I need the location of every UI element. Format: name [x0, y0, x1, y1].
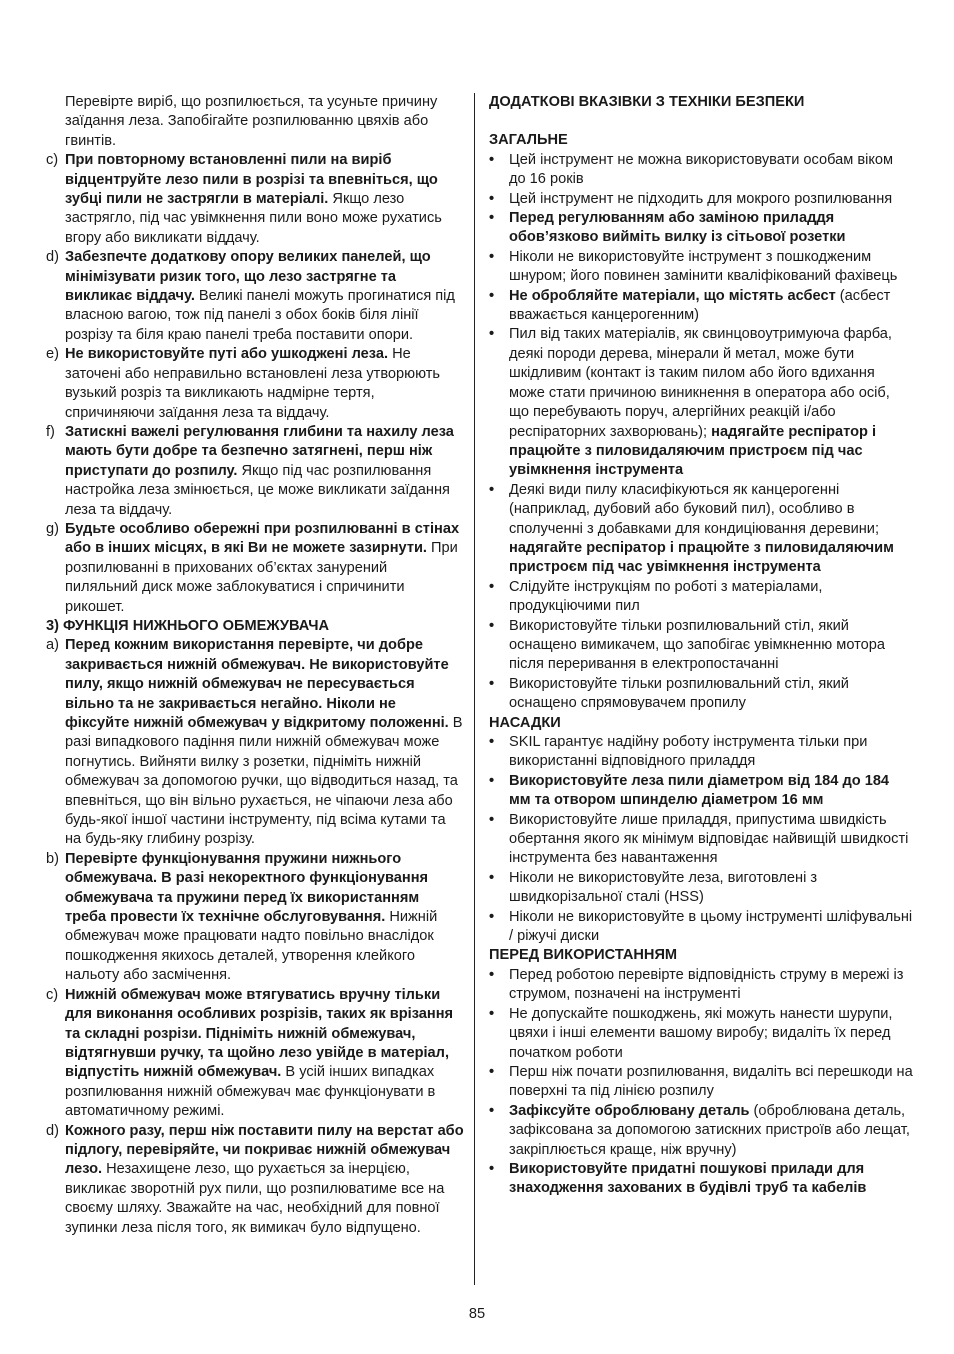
list-item: [46, 423, 464, 520]
item-body-text: Незахищене лезо, що рухається за інерцією, викликає зворотній рух пили, що розпилюватиме все на своєму шляху. Зважайте на час, необхідний для повної зупинки леза після того, як вимикач було відпущено.: [65, 1161, 445, 1236]
list-item: [46, 1122, 464, 1238]
left-column: [46, 93, 464, 1238]
item-marker: f): [46, 423, 55, 440]
page-number: 85: [468, 1306, 486, 1322]
item-body-text: Якщо лезо застрягло, під час увімкнення пили воно може рухатись вгору або викликати віддачу.: [65, 191, 442, 246]
bullet-item: [489, 209, 913, 248]
item-marker: d): [46, 1122, 59, 1139]
bullet-item: [489, 908, 913, 947]
general-list: [489, 151, 913, 714]
bullet-icon: •: [489, 675, 495, 692]
bullet-icon: •: [489, 908, 495, 925]
lower-guard-list: [46, 636, 464, 1238]
intro-paragraph: Перевірте виріб, що розпилюється, та усуньте причину заїдання леза. Запобігайте розпилюванню цвяхів або гвинтів.: [65, 94, 438, 149]
item-bold-text: Кожного разу, перш ніж поставити пилу на верстат або підлогу, перевіряйте, чи покриває нижній обмежувач лезо.: [65, 1122, 464, 1178]
bullet-body-text: Цей інструмент не можна використовувати особам віком до 16 років: [509, 151, 894, 188]
bullet-text: [509, 578, 913, 617]
bullet-icon: •: [489, 1102, 495, 1119]
bullet-text: [509, 287, 913, 326]
bullet-text: [509, 209, 913, 248]
item-marker: c): [46, 152, 59, 169]
item-bold-text: Нижній обмежувач може втягуватись вручну тільки для виконання особливих розрізів, таких як врізання та складні розрізи. Підніміть нижній обмежувач, відтягнувши ручку, та щойно лезо увійде в матеріал, відпустіть нижній обмежувач.: [65, 986, 454, 1081]
item-marker: d): [46, 249, 59, 266]
bullet-icon: •: [489, 248, 495, 265]
bullet-text: [509, 1102, 913, 1160]
bullet-text: [509, 772, 913, 811]
item-text: [65, 151, 464, 248]
bullet-text: [509, 325, 913, 480]
item-marker: c): [46, 986, 59, 1003]
item-marker: e): [46, 346, 59, 363]
bullet-text: [509, 908, 913, 947]
bullet-icon: •: [489, 326, 495, 343]
item-marker: g): [46, 520, 59, 537]
bullet-icon: •: [489, 151, 495, 168]
bullet-icon: •: [489, 966, 495, 983]
item-body-text: Якщо під час розпилювання настройка леза змінюється, це може викликати заїдання леза та віддачу.: [65, 462, 450, 518]
item-text: [65, 636, 464, 849]
bullet-item: [489, 481, 913, 578]
bullet-icon: •: [489, 1160, 495, 1177]
column-divider: [474, 93, 475, 1285]
item-bold-text: При повторному встановленні пили на виріб відцентруйте лезо пили в розрізі та впевніться, що зубці пили не застрягли в матеріалі.: [65, 152, 438, 208]
bullet-icon: •: [489, 617, 495, 634]
list-item: [46, 345, 464, 423]
bullet-item: [489, 190, 913, 209]
item-body-text: Великі панелі можуть прогинатися під власною вагою, тож під панелі з обох боків біля лінії розрізу та біля краю панелі треба поставити опори.: [65, 288, 455, 343]
item-bold-text: Не використовуйте путі або ушкоджені леза.: [65, 346, 389, 363]
bullet-icon: •: [489, 1063, 495, 1080]
bullet-bold-text: Не обробляйте матеріали, що містять асбест: [509, 287, 836, 304]
bullet-body-text: Перед роботою перевірте відповідність струму в мережі із струмом, позначені на інструменті: [509, 966, 904, 1003]
bullet-item: [489, 1063, 913, 1102]
list-item: [46, 248, 464, 345]
spacer: [489, 112, 913, 131]
bullet-body-text: Не допускайте пошкоджень, які можуть нанести шурупи, цвяхи і інші елементи вашому виробу; видаліть їх перед початком роботи: [509, 1005, 893, 1061]
bullet-body-text: Використовуйте тільки розпилювальний стіл, який оснащено вимикачем, що запобігає увімкненню мотора після переривання в електропостачанні: [509, 617, 885, 673]
bullet-item: [489, 966, 913, 1005]
bullet-item: [489, 1160, 913, 1199]
section-heading-lower-guard: 3) ФУНКЦІЯ НИЖНЬОГО ОБМЕЖУВАЧА: [46, 617, 330, 634]
bullet-icon: •: [489, 772, 495, 789]
bullet-item: [489, 617, 913, 675]
item-bold-text: Затискні важелі регулювання глибини та нахилу леза мають бути добре та безпечно затягнені, перш ніж приступати до розпилу.: [65, 423, 454, 479]
bullet-item: [489, 151, 913, 190]
bullet-item: [489, 248, 913, 287]
bullet-body-text: (оброблювана деталь, зафіксована за допомогою затискних пристроїв або лещат, закріплюється краще, ніж вручну): [509, 1102, 910, 1158]
right-column: [489, 93, 913, 1199]
item-marker: b): [46, 850, 59, 867]
saw-instructions-list: [46, 151, 464, 617]
item-bold-text: Будьте особливо обережні при розпилюванні в стінах або в інших місцях, в які Ви не можете зазирнути.: [65, 520, 460, 557]
page-title: ДОДАТКОВІ ВКАЗІВКИ З ТЕХНІКИ БЕЗПЕКИ: [489, 94, 805, 110]
bullet-item: [489, 287, 913, 326]
bullet-item: [489, 772, 913, 811]
bullet-body-text: Цей інструмент не підходить для мокрого розпилювання: [509, 190, 893, 207]
item-body-text: Не заточені або неправильно встановлені леза утворюють вузький розріз та викликають надмірне тертя, спричиняючи заїдання леза та віддачу.: [65, 346, 441, 421]
bullet-body-text: Використовуйте лише приладдя, припустима швидкість обертання якого як мінімум відповідає найвищій швидкості інструмента без навантаження: [509, 811, 909, 867]
item-text: [65, 248, 464, 345]
bullet-text: [509, 481, 913, 578]
heading-general: ЗАГАЛЬНЕ: [489, 132, 568, 149]
bullet-text: [509, 190, 913, 209]
bullet-text: [509, 1005, 913, 1063]
bullet-bold-text: Перед регулюванням або заміною приладдя обов’язково вийміть вилку із сітьової розетки: [509, 210, 846, 246]
heading-before-use: ПЕРЕД ВИКОРИСТАННЯМ: [489, 947, 678, 964]
bullet-body-text: Ніколи не використовуйте інструмент з пошкодженим шнуром; його повинен замінити кваліфікований фахівець: [509, 248, 898, 285]
bullet-text: [509, 811, 913, 869]
bullet-body-text: Ніколи не використовуйте в цьому інструменті шліфувальні / ріжучі диски: [509, 908, 913, 945]
bullet-text: [509, 248, 913, 287]
bullet-item: [489, 811, 913, 869]
bullet-icon: •: [489, 287, 495, 304]
bullet-body-text: (асбест вважається канцерогенним): [509, 287, 891, 324]
attachments-list: [489, 733, 913, 946]
bullet-bold-text: Використовуйте леза пили діаметром від 184 до 184 мм та отвором шпинделю діаметром 16 мм: [509, 772, 890, 809]
bullet-item: [489, 1005, 913, 1063]
bullet-body-text: Використовуйте тільки розпилювальний стіл, який оснащено спрямовувачем пропилу: [509, 675, 849, 712]
bullet-item: [489, 325, 913, 480]
bullet-icon: •: [489, 578, 495, 595]
item-body-text: Нижній обмежувач може працювати надто повільно внаслідок пошкодження якихось деталей, утворення клейкого нальоту або засмічення.: [65, 909, 438, 984]
bullet-icon: •: [489, 481, 495, 498]
bullet-body-text: Пил від таких матеріалів, як свинцовоутримуюча фарба, деякі породи дерева, мінерали й метал, може бути шкідливим (контакт із таким пилом або його вдихання може стати причиною виникнення в оператора або осіб, що перебувають поруч, алергійних реакцій і/або респіраторних захворювань);: [509, 326, 892, 440]
item-bold-text: Перед кожним використання перевірте, чи добре закривається нижній обмежувач. Не використовуйте пилу, якщо нижній обмежувач не пересувається вільно та не закривається негайно. Ніколи не фіксуйте нижній обмежувач у відкритому положенні.: [65, 637, 449, 731]
bullet-icon: •: [489, 869, 495, 886]
item-body-text: В усій інших випадках розпилювання нижній обмежувач має функціонувати в автоматичному режимі.: [65, 1064, 436, 1120]
bullet-bold-text: Зафіксуйте оброблювану деталь: [509, 1102, 750, 1119]
bullet-bold-text: надягайте респіратор і працюйте з пиловидаляючим пристроєм під час увімкнення інструмента: [509, 423, 877, 479]
list-item: [46, 636, 464, 849]
heading-attachments: НАСАДКИ: [489, 714, 561, 731]
item-body-text: В разі випадкового падіння пили нижній обмежувач може погнутись. Вийняти вилку з розетки, підніміть нижній обмежувач за допомогою ручки, що відводиться назад, та впевніться, що він вільно рухається, не чіпаючи леза або будь-якої іншої частини інструменту, під всіма кутами та на будь-яку глибину розрізу.: [65, 715, 463, 848]
bullet-item: [489, 869, 913, 908]
bullet-body-text: Деякі види пилу класифікуються як канцерогенні (наприклад, дубовий або буковий пил), особливо в сполученні з добавками для кондиціювання деревини;: [509, 481, 880, 537]
bullet-text: [509, 869, 913, 908]
bullet-text: [509, 617, 913, 675]
bullet-bold-text: Використовуйте придатні пошукові прилади для знаходження захованих в будівлі труб та кабелів: [509, 1160, 867, 1197]
bullet-text: [509, 1160, 913, 1199]
item-text: [65, 520, 464, 617]
bullet-text: [509, 966, 913, 1005]
item-text: [65, 423, 464, 520]
list-item: [46, 850, 464, 986]
item-body-text: При розпилюванні в прихованих об’єктах занурений пиляльний диск може заблокуватися і спричинити рикошет.: [65, 540, 458, 615]
bullet-bold-text: надягайте респіратор і працюйте з пиловидаляючим пристроєм під час увімкнення інструмента: [509, 539, 894, 576]
bullet-item: [489, 1102, 913, 1160]
bullet-icon: •: [489, 190, 495, 207]
item-bold-text: Перевірте функціонування пружини нижнього обмежувача. В разі некоректного функціонування обмежувача та пружини перед їх використанням треба провести їх технічне обслуговування.: [65, 850, 429, 926]
bullet-text: [509, 675, 913, 714]
bullet-body-text: Ніколи не використовуйте леза, виготовлені з швидкорізальної сталі (HSS): [509, 869, 818, 906]
bullet-icon: •: [489, 210, 495, 227]
bullet-item: [489, 578, 913, 617]
bullet-body-text: Перш ніж почати розпилювання, видаліть всі перешкоди на поверхні та під лінією розпилу: [509, 1063, 913, 1100]
bullet-icon: •: [489, 1005, 495, 1022]
item-text: [65, 1122, 464, 1238]
list-item: [46, 151, 464, 248]
bullet-item: [489, 733, 913, 772]
list-item: [46, 986, 464, 1122]
bullet-body-text: SKIL гарантує надійну роботу інструмента тільки при використанні відповідного приладдя: [509, 734, 868, 770]
item-marker: a): [46, 637, 59, 654]
item-text: [65, 850, 464, 986]
bullet-icon: •: [489, 811, 495, 828]
bullet-body-text: Слідуйте інструкціям по роботі з матеріалами, продукціючими пил: [509, 578, 823, 615]
bullet-text: [509, 151, 913, 190]
bullet-item: [489, 675, 913, 714]
bullet-text: [509, 733, 913, 772]
bullet-text: [509, 1063, 913, 1102]
list-item: [46, 520, 464, 617]
item-text: [65, 986, 464, 1122]
item-bold-text: Забезпечте додаткову опору великих панелей, що мінімізувати ризик того, що лезо застрягне та викликає віддачу.: [65, 249, 431, 305]
item-text: [65, 345, 464, 423]
bullet-icon: •: [489, 734, 495, 750]
before-use-list: [489, 966, 913, 1199]
